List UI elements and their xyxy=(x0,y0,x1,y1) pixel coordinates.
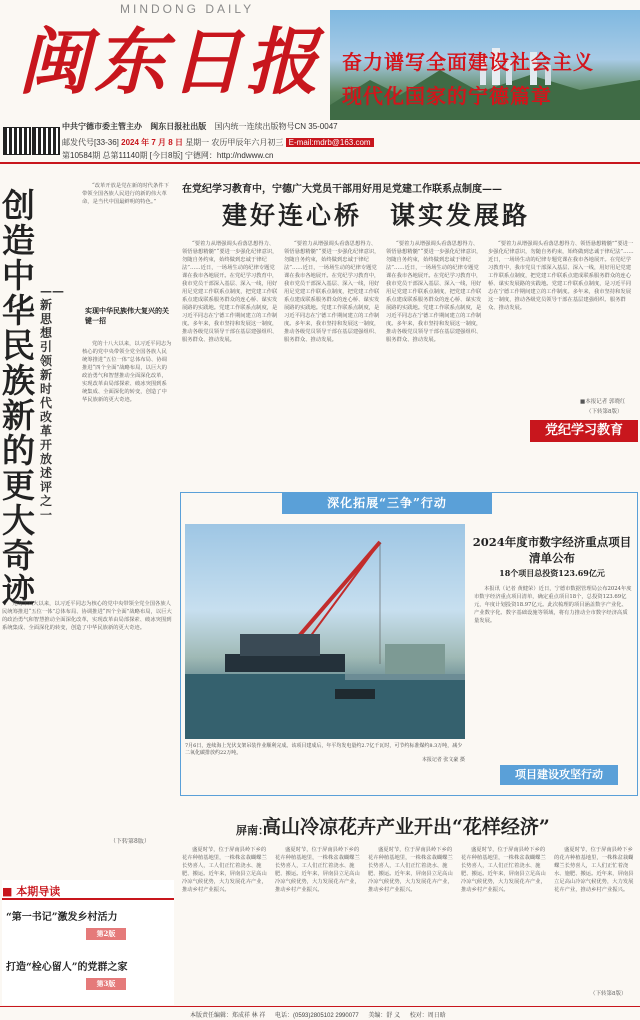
lead-body-col2: “要着力从增强调头看落思想得力、领悟悬想精髓”“要进一步强化纪律意识，勿随自务约束，始终做到忠诚于律纪法”……近日，一场场生动的纪律专题党课在我市各地展开。在党纪学习教育中，我市党员干部深入基层、深入一线，用好用足党建工作联系点制度，把党建工作联系点建成联系服务群众的连心桥、谋实发展路的实践地。党建工作联系点制度，是习近平同志在宁德工作期间建立的工作制度。多年来，我市坚持和发展这一制度，推动各级党员领导干部在基层建强组织、服务群众、推动发展。 xyxy=(284,241,380,343)
feature-subtitle: ——新思想引领新时代改革开放述评之一 xyxy=(40,284,64,522)
screen-body-col1: 盛夏时节，位于屏南县岭下乡的花卉种植基地里，一株株盆栽蝴蝶兰长势喜人，工人们正忙着浇水、施肥、搬运。近年来，屏南县立足高山冷凉气候优势，大力发展花卉产业，推动乡村产业振兴。 xyxy=(182,847,267,893)
photo-caption-text: 7月6日，连续海上光伏支架吊装作业顺利完成。该项目建成后，年平均发电量约2.7亿千瓦时，可节约标准煤约8.3万吨，减少二氧化碳排放约22万吨。 xyxy=(185,743,463,756)
lead-kicker: 在党纪学习教育中，宁德广大党员干部用好用足党建工作联系点制度—— xyxy=(182,184,502,195)
english-name: MINDONG DAILY xyxy=(120,2,255,16)
feature-subhead: 实现中华民族伟大复兴的关键一招 xyxy=(85,306,169,325)
screen-title: 高山冷凉花卉产业开出“花样经济” xyxy=(262,816,550,838)
feature-para-1: “改革开放是党在新的时代条件下带领全国各族人民进行的新的伟大革命，是当代中国最鲜明的特色。” xyxy=(82,183,169,205)
lead-body-col4: “要着力从增强调头看落思想得力、领悟悬想精髓”“要进一步强化纪律意识，勿随自务约束，始终做到忠诚于律纪法”……近日，一场场生动的纪律专题党课在我市各地展开。在党纪学习教育中，我市党员干部深入基层、深入一线，用好用足党建工作联系点制度，把党建工作联系点建成联系服务群众的连心桥、谋实发展路的实践地。党建工作联系点制度，是习近平同志在宁德工作期间建立的工作制度。多年来，我市坚持和发展这一制度，推动各级党员领导干部在基层建强组织、服务群众、推动发展。 xyxy=(488,241,634,311)
lead-body-col3: “要着力从增强调头看落思想得力、领悟悬想精髓”“要进一步强化纪律意识，勿随自务约束，始终做到忠诚于律纪法”……近日，一场场生动的纪律专题党课在我市各地展开。在党纪学习教育中，我市党员干部深入基层、深入一线，用好用足党建工作联系点制度，把党建工作联系点建成联系服务群众的连心桥、谋实发展路的实践地。党建工作联系点制度，是习近平同志在宁德工作期间建立的工作制度。多年来，我市坚持和发展这一制度，推动各级党员领导干部在基层建强组织、服务群众、推动发展。 xyxy=(386,241,482,343)
issue-guide xyxy=(2,880,174,1005)
page-count: [今日8版] xyxy=(149,151,183,160)
photo-credit: 本报记者 张文豪 摄 xyxy=(421,757,465,763)
website: 宁德网：http://ndwww.cn xyxy=(184,151,274,160)
footer-proof: 校对：周日晗 xyxy=(409,1013,446,1019)
screen-body-col2: 盛夏时节，位于屏南县岭下乡的花卉种植基地里，一株株盆栽蝴蝶兰长势喜人，工人们正忙着浇水、施肥、搬运。近年来，屏南县立足高山冷凉气候优势，大力发展花卉产业，推动乡村产业振兴。 xyxy=(275,847,360,893)
feature-para-2: 党的十八大以来，以习近平同志为核心的党中央带领全党全国各族人民统筹推进“五位一体”总体布局、协调推进“四个全面”战略布局，以巨大的政治勇气和智慧推动全面深化改革，实现改革由局部探索、破冰突围到系统集成、全面深化的转变，创造了中华民族新的更大奇迹。 xyxy=(82,341,172,403)
newspaper-logo: 闽东日报 xyxy=(18,19,323,104)
weekday: 星期一 xyxy=(185,138,210,147)
sanzheng-body: 本报讯（记者 黄健荣）近日，宁德市数据管理局公布2024年度市数字经济重点项目清单，确定重点项目18个，总投资123.69亿元，年度计划投资18.97亿元。此次梳理的项目涵盖数字产业化、产业数字化、数字基础设施等领域，将有力推动全市数字经济高质量发展。 xyxy=(474,586,632,624)
issue-line xyxy=(62,150,273,161)
guide-header xyxy=(2,880,174,900)
guide-marker-icon: ■ xyxy=(2,885,17,898)
dateline xyxy=(62,137,374,148)
photo-caption xyxy=(185,743,465,764)
banner-slogan-line1: 奋力谱写全面建设社会主义 xyxy=(342,50,594,74)
masthead xyxy=(0,0,640,164)
issue-number: 第10584期 xyxy=(62,151,101,160)
footer-editor: 本版责任编辑：郑成祥 林 祥 xyxy=(190,1013,266,1019)
footer-phone: 电话：(0593)2805102 2990077 xyxy=(275,1013,359,1019)
qr-code-icon xyxy=(32,127,60,155)
sanzheng-headline: 2024年度市数字经济重点项目清单公布 xyxy=(472,535,632,565)
lead-body-col1: “要着力从增强调头看落思想得力、领悟悬想精髓”“要进一步强化纪律意识，勿随自务约束，始终做到忠诚于律纪法”……近日，一场场生动的纪律专题党课在我市各地展开。在党纪学习教育中，我市党员干部深入基层、深入一线，用好用足党建工作联系点制度，把党建工作联系点建成联系服务群众的连心桥、谋实发展路的实践地。党建工作联系点制度，是习近平同志在宁德工作期间建立的工作制度。多年来，我市坚持和发展这一制度，推动各级党员领导干部在基层建强组织、服务群众、推动发展。 xyxy=(182,241,278,343)
screen-body-col4: 盛夏时节，位于屏南县岭下乡的花卉种植基地里，一株株盆栽蝴蝶兰长势喜人，工人们正忙着浇水、施肥、搬运。近年来，屏南县立足高山冷凉气候优势，大力发展花卉产业，推动乡村产业振兴。 xyxy=(461,847,546,893)
banner-image xyxy=(330,10,640,120)
footer xyxy=(0,1010,640,1019)
postal-code: 邮发代号[33-36] xyxy=(62,138,119,147)
email: E-mail:mdrb@163.com xyxy=(286,138,374,147)
guide-item-2-page[interactable]: 第3版 xyxy=(86,978,126,990)
lead-continued: （下转第8版） xyxy=(586,409,623,415)
cn-number: 国内统一连续出版物号CN 35-0047 xyxy=(214,122,338,131)
publication-info xyxy=(62,121,338,132)
masthead-rule xyxy=(0,162,640,164)
feature-title: 创造中华民族新的更大奇迹 xyxy=(2,186,35,610)
screen-label: 屏南： xyxy=(236,824,269,837)
publisher: 闽东日报社出版 xyxy=(150,122,207,131)
screen-body-col5: 盛夏时节，位于屏南县岭下乡的花卉种植基地里，一株株盆栽蝴蝶兰长势喜人，工人们正忙着浇水、施肥、搬运。近年来，屏南县立足高山冷凉气候优势，大力发展花卉产业，推动乡村产业振兴。 xyxy=(554,847,634,893)
project-campaign-tag: 项目建设攻坚行动 xyxy=(500,765,618,785)
lead-title: 建好连心桥 谋实发展路 xyxy=(222,201,531,230)
total-number: 总第11140期 xyxy=(102,151,148,160)
banner-slogan-line2: 现代化国家的宁德篇章 xyxy=(342,84,552,108)
lead-byline: ■本报记者 郭晓红 xyxy=(580,399,626,405)
guide-item-1[interactable]: “第一书记”激发乡村活力 xyxy=(6,912,118,923)
guide-item-1-page[interactable]: 第2版 xyxy=(86,928,126,940)
feature-continued: （下转第8版） xyxy=(110,838,150,845)
sanzheng-header: 深化拓展“三争”行动 xyxy=(282,492,492,514)
feature-para-2-cont: 党的十八大以来，以习近平同志为核心的党中央带领全党全国各族人民统筹推进“五位一体”总体布局、协调推进“四个全面”战略布局，以巨大的政治勇气和智慧推动全面深化改革，实现改革由局部探索、破冰突围到系统集成、全面深化的转变，创造了中华民族新的更大奇迹。 xyxy=(2,601,172,631)
lunar-date: 农历甲辰年六月初三 xyxy=(211,138,284,147)
guide-item-2[interactable]: 打造“栓心留人”的党群之家 xyxy=(6,962,128,973)
footer-rule xyxy=(0,1006,640,1007)
issue-date: 2024 年 7 月 8 日 xyxy=(121,138,183,147)
offshore-construction-illustration xyxy=(185,524,465,739)
guide-title: 本期导读 xyxy=(16,885,61,898)
sanzheng-subhead: 18个项目总投资123.69亿元 xyxy=(499,568,605,578)
sponsor: 中共宁德市委主管主办 xyxy=(62,122,142,131)
footer-layout: 美编：舒 义 xyxy=(368,1013,401,1019)
qr-code-icon xyxy=(3,127,31,155)
offshore-crane-photo xyxy=(185,524,465,739)
screen-body-col3: 盛夏时节，位于屏南县岭下乡的花卉种植基地里，一株株盆栽蝴蝶兰长势喜人，工人们正忙着浇水、施肥、搬运。近年来，屏南县立足高山冷凉气候优势，大力发展花卉产业，推动乡村产业振兴。 xyxy=(368,847,453,893)
party-study-tag: 党纪学习教育 xyxy=(530,420,638,442)
screen-continued: （下转第8版） xyxy=(590,991,627,997)
